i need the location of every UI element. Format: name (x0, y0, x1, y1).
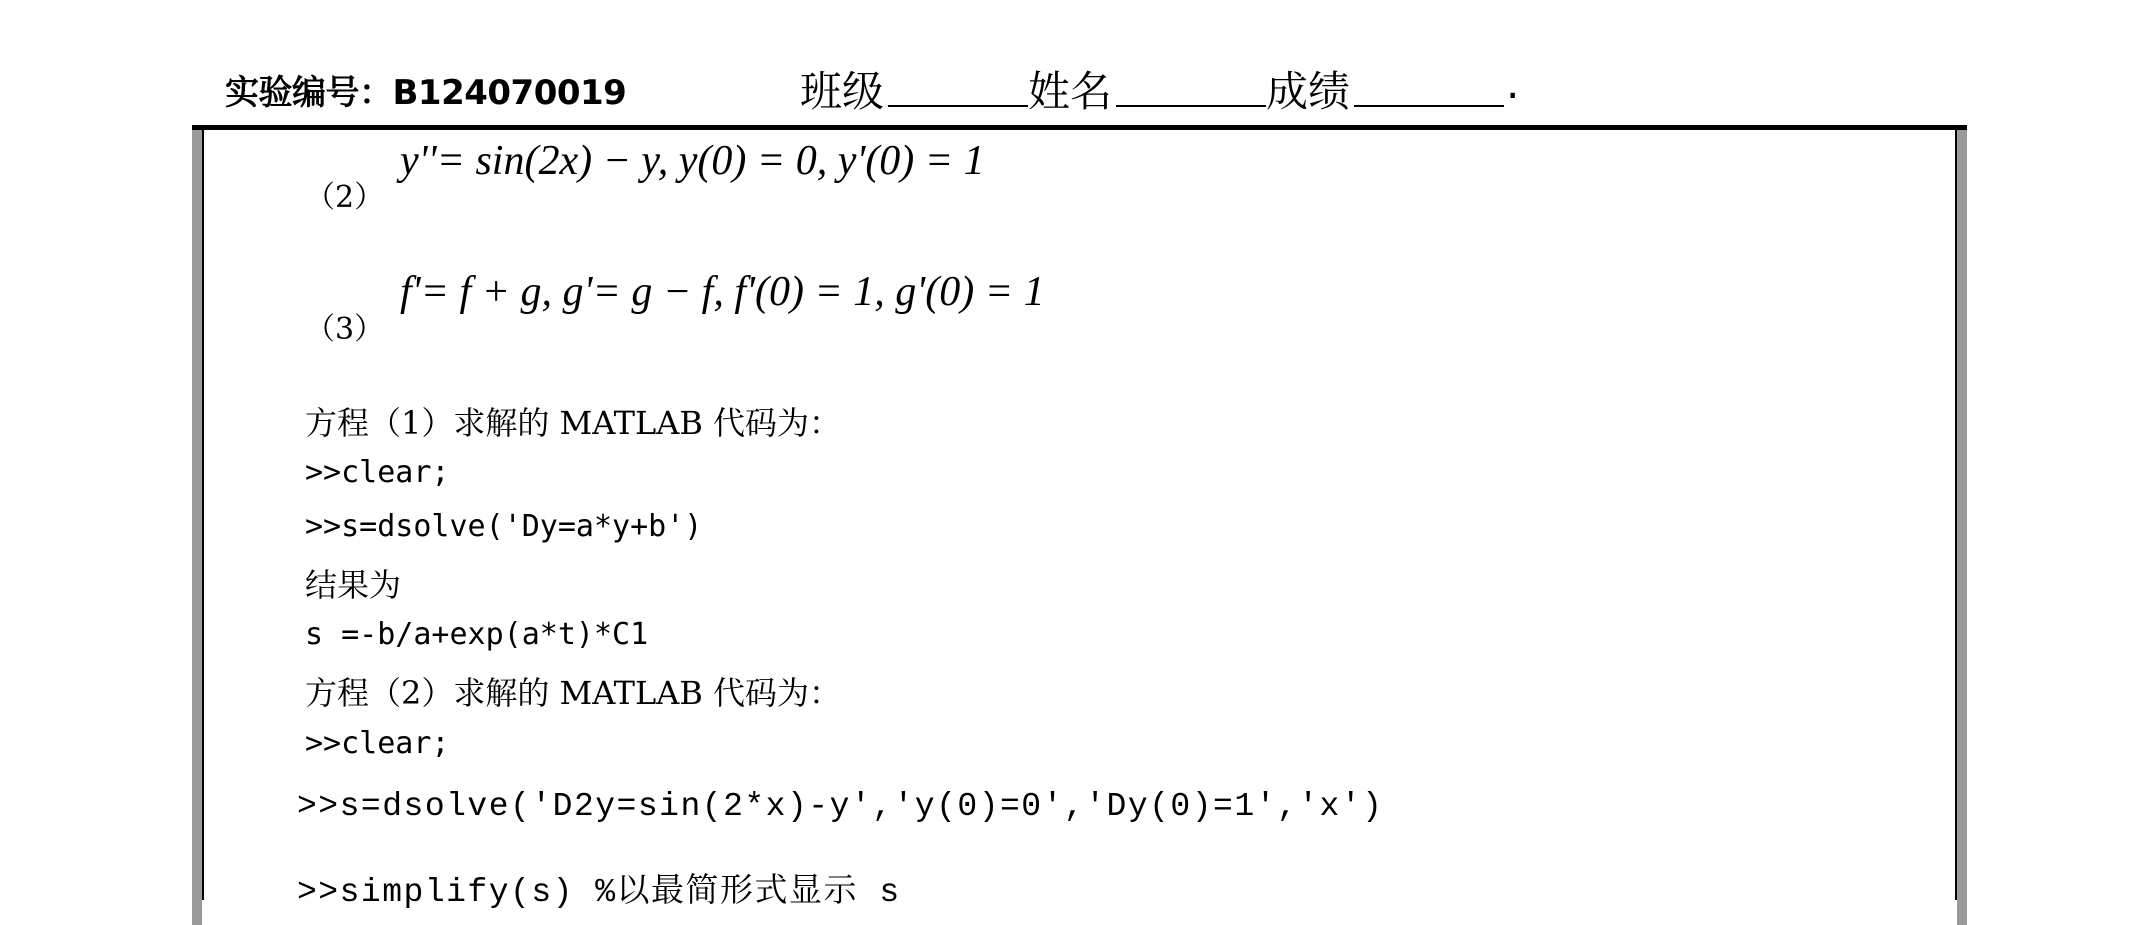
experiment-number: 实验编号：B124070019 (225, 73, 627, 113)
eq2-intro-text: 方程（2）求解的 MATLAB 代码为： (305, 674, 842, 712)
equation-3: f'= f + g, g'= g − f, f'(0) = 1, g'(0) = 1 (400, 269, 1045, 315)
end-mark: . (1506, 59, 1520, 108)
eq1-clear-code: >>clear; (305, 455, 450, 490)
eq1-result-code: s =-b/a+exp(a*t)*C1 (305, 617, 649, 652)
eq2-simplify-code: >>simplify(s) %以最简形式显示 s (297, 874, 901, 911)
result-label: 结果为 (305, 566, 402, 604)
equation-2-number: （2） (305, 180, 385, 215)
class-label: 班级 (800, 67, 885, 116)
equation-2: y''= sin(2x) − y, y(0) = 0, y'(0) = 1 (400, 138, 985, 184)
grade-label: 成绩 (1266, 67, 1351, 116)
eq1-intro-text: 方程（1）求解的 MATLAB 代码为： (305, 404, 842, 442)
eq1-dsolve-code: >>s=dsolve('Dy=a*y+b') (305, 509, 703, 544)
eq2-clear-code: >>clear; (305, 726, 450, 761)
name-label: 姓名 (1028, 67, 1113, 116)
equation-3-number: （3） (305, 312, 385, 347)
eq2-dsolve-code: >>s=dsolve('D2y=sin(2*x)-y','y(0)=0','Dy(0)=1','x') (297, 788, 1384, 825)
